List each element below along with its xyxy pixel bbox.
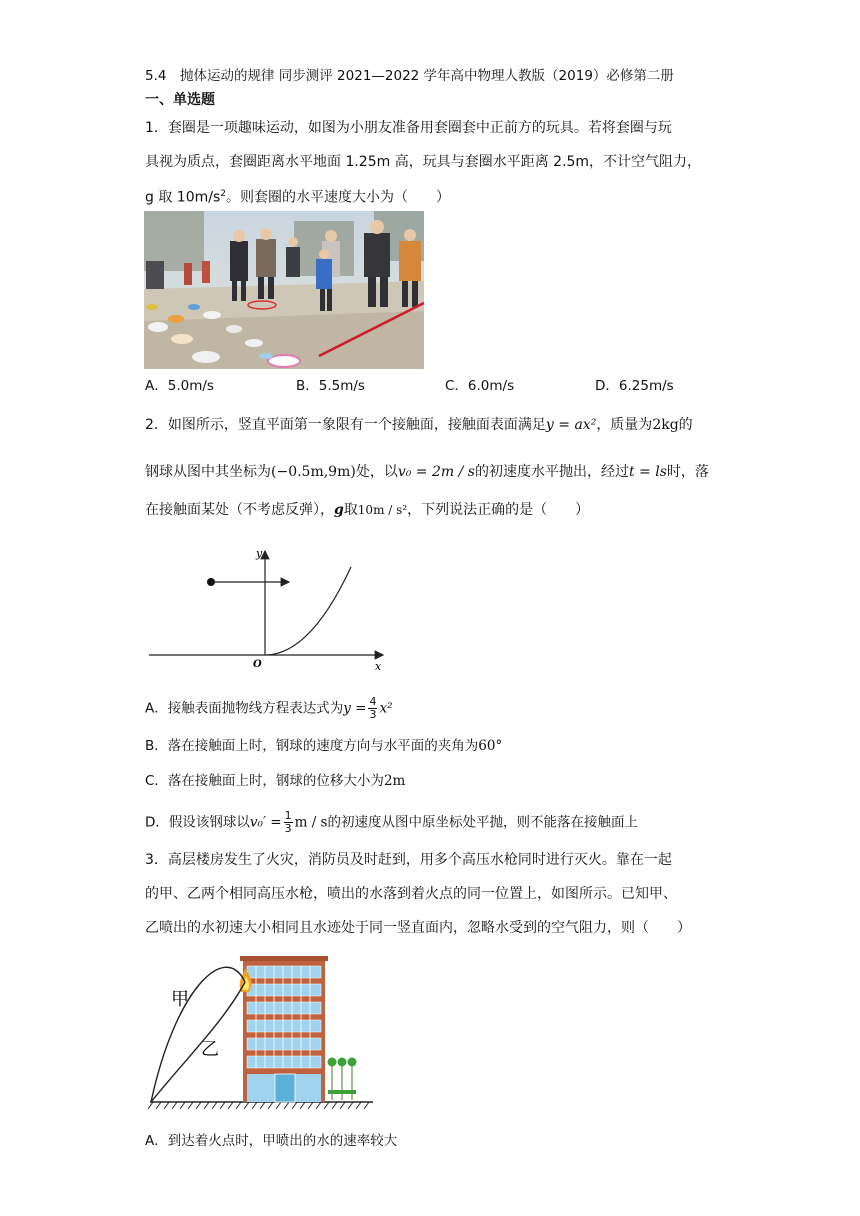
q2-initial-velocity: v₀ = 2m / s — [397, 464, 475, 480]
q1-g-value: g 取 10m/s — [145, 189, 221, 206]
q2-option-d-unit: m / s — [294, 814, 328, 831]
q2-option-a-fraction — [368, 696, 377, 721]
building-entrance — [275, 1074, 295, 1102]
origin-label: O — [253, 659, 262, 670]
q2-option-c-value: 2m — [383, 773, 406, 789]
label-yi: 乙 — [201, 1039, 219, 1060]
q1-option-a[interactable]: A．5.0m/s — [145, 378, 214, 394]
q2-option-b[interactable] — [145, 736, 502, 756]
q1-option-b[interactable]: B．5.5m/s — [296, 378, 365, 394]
q2-text-3b: 取 — [343, 502, 358, 518]
q3-option-a[interactable]: A．到达着火点时，甲喷出的水的速率较大 — [145, 1133, 398, 1149]
q2-text-1a: 2．如图所示，竖直平面第一象限有一个接触面，接触面表面满足 — [145, 417, 546, 433]
q2-line-2 — [145, 462, 709, 482]
q2-text-2c: 的初速度水平抛出，经过 — [474, 464, 629, 480]
ring-toss-photo — [144, 211, 424, 369]
q2-text-1c: 的 — [678, 417, 693, 433]
document-title: 5.4 抛体运动的规律 同步测评 2021—2022 学年高中物理人教版（2019）必修第二册 — [145, 68, 674, 84]
q2-parabola-figure — [145, 545, 390, 675]
q1-line-1: 1．套圈是一项趣味运动，如图为小朋友准备用套圈套中正前方的玩具。若将套圈与玩 — [145, 120, 672, 136]
fraction-denominator: 3 — [369, 708, 377, 721]
ground-hatching — [148, 1102, 369, 1109]
q2-option-d-velocity: v₀′ = — [249, 814, 282, 831]
q3-line-1: 3．高层楼房发生了火灾，消防员及时赶到，用多个高压水枪同时进行灭火。靠在一起 — [145, 852, 672, 868]
trajectory-jia — [151, 967, 245, 1102]
q2-text-3a: 在接触面某处（不考虑反弹）， — [145, 502, 334, 518]
q2-surface-equation: y = ax² — [545, 417, 597, 433]
label-jia: 甲 — [171, 989, 189, 1010]
q2-option-c-text: C．落在接触面上时，钢球的位移大小为 — [145, 773, 384, 789]
q2-line-1 — [145, 415, 693, 435]
q2-text-1b: ，质量为 — [596, 417, 653, 433]
q2-g-value: 10m / s² — [357, 503, 408, 517]
q2-option-a-x: x² — [379, 700, 393, 717]
q1-question-end: 。则套圈的水平速度大小为（ ） — [225, 189, 450, 206]
q2-mass: 2kg — [652, 417, 679, 433]
trajectory-yi — [151, 982, 245, 1102]
q2-option-d-fraction — [284, 810, 293, 835]
q2-text-2a: 钢球从图中其坐标为 — [145, 464, 271, 480]
q2-option-b-text: B．落在接触面上时，钢球的速度方向与水平面的夹角为 — [145, 738, 479, 754]
q2-option-d-text-end: 的初速度从图中原坐标处平抛，则不能落在接触面上 — [327, 814, 638, 831]
q2-line-3 — [145, 500, 589, 520]
section-heading: 一、单选题 — [145, 92, 215, 108]
q3-line-2: 的甲、乙两个相同高压水枪，喷出的水落到着火点的同一位置上，如图所示。已知甲、 — [145, 886, 677, 902]
fraction-denominator: 3 — [284, 822, 292, 835]
x-axis-label: x — [375, 660, 382, 673]
trees — [328, 1058, 357, 1101]
q1-option-c[interactable]: C．6.0m/s — [445, 378, 515, 394]
q2-option-a-y: y = — [343, 700, 367, 717]
q2-start-coordinate: (−0.5m,9m) — [271, 464, 356, 480]
q2-g-symbol: g — [334, 502, 344, 518]
q2-time: t = ls — [628, 464, 667, 480]
q2-option-d-text: D．假设该钢球以 — [145, 814, 250, 831]
q2-option-d[interactable] — [145, 810, 638, 835]
q1-g-exponent: 2 — [220, 189, 226, 199]
ring-toss-photo-illustration — [144, 211, 424, 369]
q3-building-fire-figure — [145, 950, 380, 1115]
y-axis-label: y — [256, 547, 263, 560]
q2-option-b-angle: 60° — [478, 738, 503, 754]
fraction-numerator: 1 — [284, 809, 292, 822]
q2-text-2b: 处，以 — [355, 464, 398, 480]
q1-line-3 — [145, 184, 450, 208]
q2-option-a-text: A．接触表面抛物线方程表达式为 — [145, 700, 344, 717]
q1-option-d[interactable]: D．6.25m/s — [595, 378, 674, 394]
building-roof — [240, 956, 328, 961]
q2-text-3c: ，下列说法正确的是（ ） — [407, 502, 590, 518]
fraction-numerator: 4 — [369, 695, 377, 708]
q2-option-c[interactable] — [145, 771, 405, 791]
q3-line-3: 乙喷出的水初速大小相同且水迹处于同一竖直面内，忽略水受到的空气阻力，则（ ） — [145, 920, 691, 936]
q2-option-a[interactable] — [145, 696, 393, 721]
q1-line-2: 具视为质点，套圈距离水平地面 1.25m 高，玩具与套圈水平距离 2.5m，不计空气阻力， — [145, 154, 702, 170]
contact-surface-curve — [267, 567, 351, 655]
q2-text-2d: 时，落 — [666, 464, 709, 480]
